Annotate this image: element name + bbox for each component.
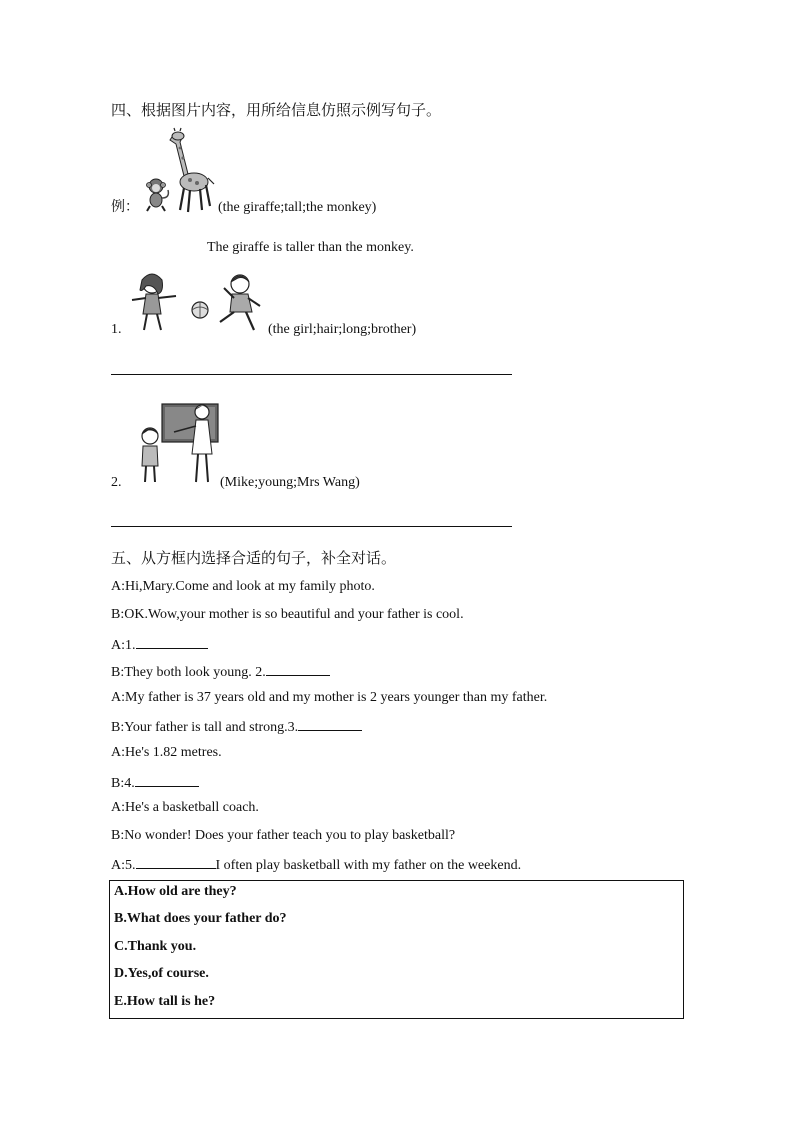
dialogue-line: A:He's 1.82 metres. (111, 745, 222, 760)
girl-ball-boy-illustration (128, 270, 268, 336)
blank-2-input[interactable] (266, 661, 330, 676)
q1-number: 1. (111, 322, 122, 337)
section5-title: 五、从方框内选择合适的句子，补全对话。 (111, 549, 397, 567)
example-hint: (the giraffe;tall;the monkey) (218, 200, 377, 215)
mike-teacher-illustration (134, 402, 222, 488)
dialogue-line: B:4. (111, 772, 199, 793)
dialogue-line: B:Your father is tall and strong.3. (111, 716, 362, 737)
dialogue-line: B:OK.Wow,your mother is so beautiful and your father is cool. (111, 607, 464, 622)
blank-1-input[interactable] (136, 634, 208, 649)
dialogue-line: A:1. (111, 634, 208, 655)
option-b: B.What does your father do? (114, 911, 287, 926)
ball-icon (192, 302, 208, 318)
monkey-giraffe-illustration (140, 128, 220, 216)
giraffe-icon (170, 128, 214, 212)
dialogue-line: B:No wonder! Does your father teach you to play basketball? (111, 828, 456, 843)
boy-icon (220, 275, 260, 330)
q1-answer-line[interactable] (111, 374, 512, 375)
option-a: A.How old are they? (114, 884, 237, 899)
dialogue-line: A:He's a basketball coach. (111, 800, 259, 815)
q2-number: 2. (111, 475, 122, 490)
section4-title: 四、根据图片内容，用所给信息仿照示例写句子。 (111, 101, 442, 119)
dialogue-line: A:Hi,Mary.Come and look at my family photo. (111, 579, 375, 594)
mike-icon (142, 428, 158, 482)
girl-icon (132, 274, 176, 330)
dialogue-line: A:5. I often play basketball with my father on the weekend. (111, 854, 521, 875)
q1-hint: (the girl;hair;long;brother) (268, 322, 417, 337)
blank-3-input[interactable] (298, 716, 362, 731)
blank-5-input[interactable] (136, 854, 216, 869)
dialogue-line: A:My father is 37 years old and my mother is 2 years younger than my father. (111, 690, 548, 705)
option-d: D.Yes,of course. (114, 966, 209, 981)
blank-4-input[interactable] (135, 772, 199, 787)
option-c: C.Thank you. (114, 939, 197, 954)
q2-hint: (Mike;young;Mrs Wang) (220, 475, 360, 490)
monkey-icon (147, 179, 169, 211)
options-box (109, 880, 684, 1019)
example-answer: The giraffe is taller than the monkey. (207, 240, 414, 255)
option-e: E.How tall is he? (114, 994, 216, 1009)
q2-answer-line[interactable] (111, 526, 512, 527)
example-label: 例： (111, 200, 139, 215)
dialogue-line: B:They both look young. 2. (111, 661, 330, 682)
